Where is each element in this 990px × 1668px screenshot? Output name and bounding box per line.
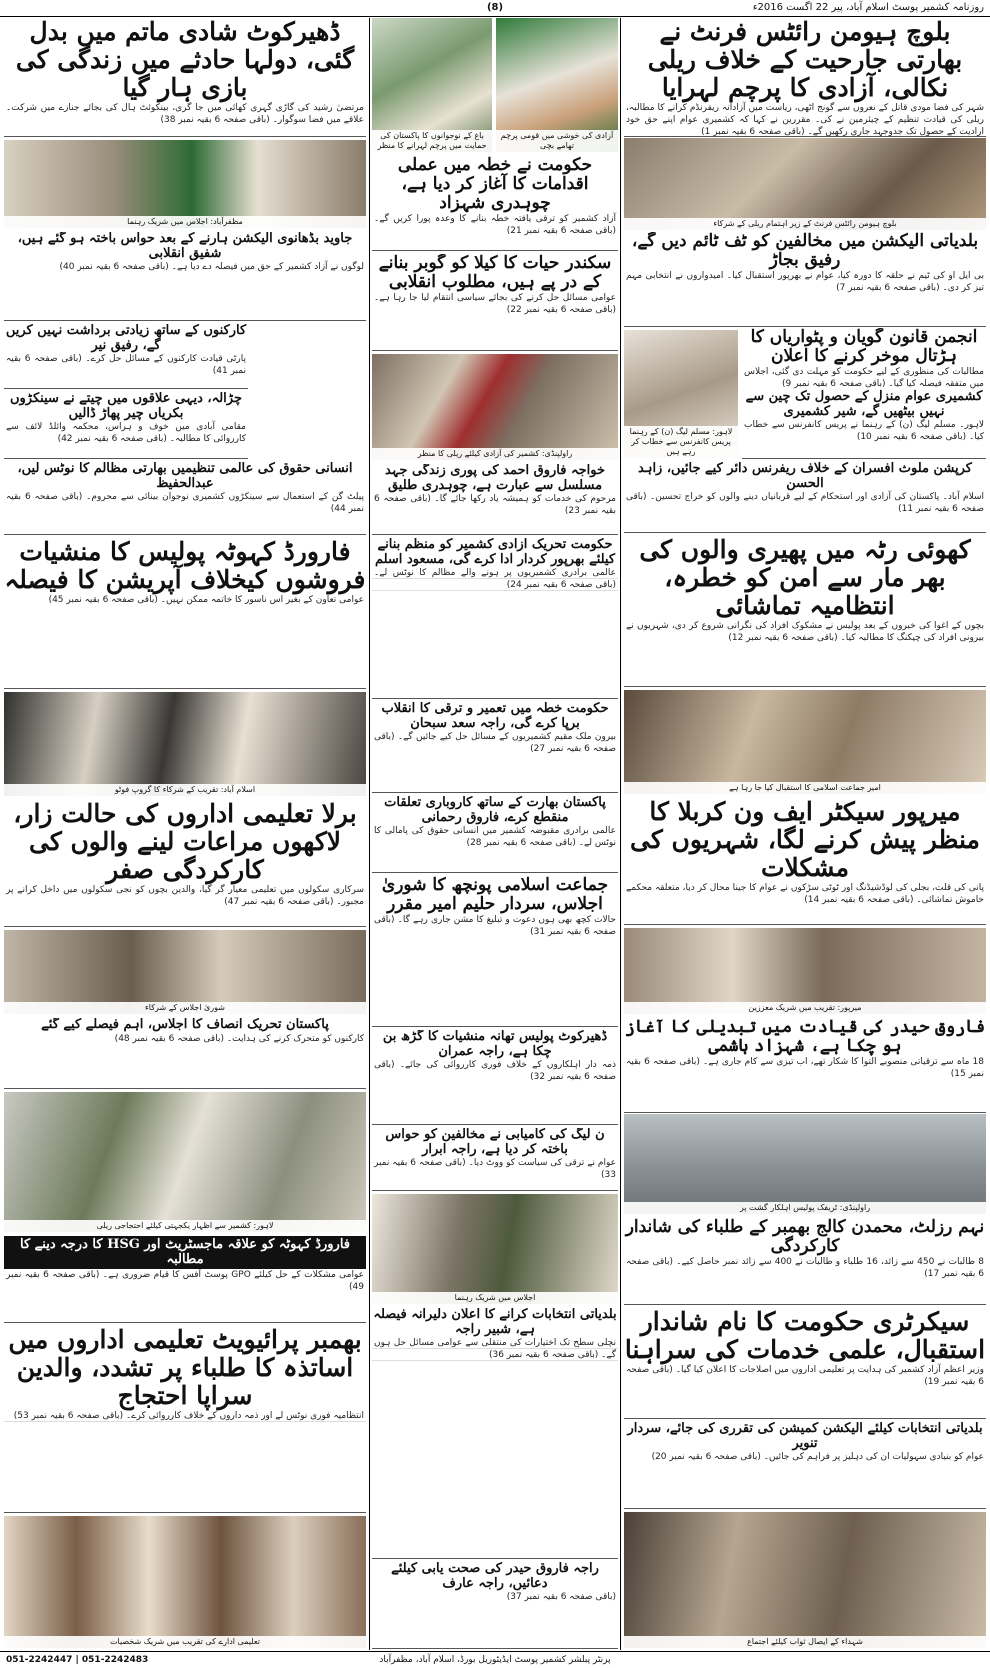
headline: ڈھیرکوٹ شادی ماتم میں بدل گئی، دولہا حادثے میں زندگی کی بازی ہار گیا bbox=[15, 18, 355, 102]
story-body: بی ایل او کی ٹیم نے حلقہ کا دورہ کیا، عوام نے بھرپور استقبال کیا۔ امیدواروں نے انتخابی مہم تیز کر دی۔ (باقی صفحہ 6 بقیہ نمبر 7) bbox=[626, 271, 984, 294]
story-left-9 bbox=[4, 1236, 366, 1323]
story-body: عالمی برادری کشمیریوں پر ہونے والے مظالم کا نوٹس لے۔ (باقی صفحہ 6 بقیہ نمبر 24) bbox=[374, 568, 616, 591]
gathering-photo-2 bbox=[624, 1512, 986, 1648]
story-right-5 bbox=[624, 462, 986, 533]
headline: کشمیری عوام منزل کے حصول تک چین سے نہیں بیٹھیں گے، شیر کشمیری bbox=[745, 389, 983, 419]
headline: جماعت اسلامی پونچھ کا شوریٰ اجلاس، سردار حلیم امیر مقرر bbox=[381, 876, 609, 915]
story-body: پارٹی قیادت کارکنوں کے مسائل حل کرے۔ (باقی صفحہ 6 بقیہ نمبر 41) bbox=[6, 354, 246, 377]
headline: انجمن قانون گویان و پٹواریاں کا ہڑتال موخر کرنے کا اعلان bbox=[750, 328, 978, 367]
story-center-4 bbox=[372, 538, 618, 699]
story-body: پیلٹ گن کے استعمال سے سینکڑوں کشمیری نوجوان بینائی سے محروم۔ (باقی صفحہ 6 بقیہ نمبر 44) bbox=[6, 492, 364, 515]
headline: برلا تعلیمی اداروں کی حالت زار، لاکھوں مراعات لینے والوں کی کارکردگی صفر bbox=[13, 800, 357, 884]
story-right-1 bbox=[624, 18, 986, 137]
reception-photo bbox=[624, 690, 986, 794]
headline: ڈھیرکوٹ پولیس تھانہ منشیات کا گڑھ بن چکا ہے، راجہ عمران bbox=[382, 1030, 608, 1059]
story-left-4 bbox=[4, 392, 248, 459]
story-body: عوامی تعاون کے بغیر اس ناسور کا خاتمہ ممکن نہیں۔ (باقی صفحہ 6 بقیہ نمبر 45) bbox=[48, 595, 364, 605]
page-number: (8) bbox=[486, 2, 504, 13]
group-photo bbox=[4, 692, 366, 796]
story-center-5 bbox=[372, 702, 618, 793]
story-left-2 bbox=[4, 232, 366, 321]
left-column bbox=[4, 18, 366, 1650]
story-body: عوامی مسائل حل کرنے کی بجائے سیاسی انتقام لیا جا رہا ہے۔ (باقی صفحہ 6 بقیہ نمبر 22) bbox=[374, 293, 616, 316]
headline: سیکرٹری حکومت کا نام شاندار استقبال، علمی خدمات کی سراہنا bbox=[624, 1308, 986, 1364]
story-left-5 bbox=[4, 462, 366, 535]
story-right-9 bbox=[624, 1218, 986, 1305]
story-body: بچوں کے اغوا کی خبروں کے بعد پولیس نے مشکوک افراد کی نگرانی شروع کر دی، شہریوں نے بیرونی افراد کی چیکنگ کا مطالبہ کیا۔ (باقی صفحہ 6 بقیہ نمبر 12) bbox=[626, 621, 984, 643]
story-left-1 bbox=[4, 18, 366, 137]
story-body: پانی کی قلت، بجلی کی لوڈشیڈنگ اور ٹوٹی سڑکوں نے عوام کا جینا محال کر دیا، متعلقہ محکمے خاموش تماشائی۔ (باقی صفحہ 6 بقیہ نمبر 14) bbox=[626, 883, 984, 905]
headline: میرپور سیکٹر ایف ون کربلا کا منظر پیش کرنے لگا، شہریوں کی مشکلات bbox=[630, 798, 980, 882]
story-body: لاہور۔ مسلم لیگ (ن) کے رہنما نے پریس کانفرنس سے خطاب کیا۔ (باقی صفحہ 6 بقیہ نمبر 10) bbox=[744, 420, 984, 443]
dateline: روزنامہ کشمیر پوسٹ اسلام آباد، پیر 22 اگست 2016ء bbox=[752, 2, 984, 13]
photo-caption: امیر جماعت اسلامی کا استقبال کیا جا رہا ہے bbox=[624, 782, 986, 794]
photo-caption: راولپنڈی: کشمیر کی آزادی کیلئے ریلی کا منظر bbox=[372, 448, 618, 460]
photo-caption: اجلاس میں شریک رہنما bbox=[372, 1292, 618, 1304]
photo-caption: آزادی کی خوشی میں قومی پرچم تھامے بچی bbox=[496, 130, 618, 152]
office-meeting-photo bbox=[4, 140, 366, 228]
story-right-6 bbox=[624, 536, 986, 687]
story-body: مطالبات کی منظوری کے لیے حکومت کو مہلت دی گئی، اجلاس میں متفقہ فیصلہ کیا گیا۔ (باقی صفحہ 6 بقیہ نمبر 9) bbox=[744, 367, 984, 390]
story-left-3 bbox=[4, 324, 248, 389]
imprint: پرنٹر پبلشر کشمیر پوسٹ ایڈیٹوریل بورڈ، اسلام آباد، مظفرآباد bbox=[379, 1655, 611, 1665]
story-center-2 bbox=[372, 254, 618, 351]
youth-flag-photo bbox=[372, 18, 492, 152]
story-body: حالات کچھ بھی ہوں دعوت و تبلیغ کا مشن جاری رہے گا۔ (باقی صفحہ 6 بقیہ نمبر 31) bbox=[374, 915, 616, 938]
story-center-1 bbox=[372, 156, 618, 251]
story-right-3 bbox=[742, 328, 986, 459]
headline: فارورڈ کہوٹہ کو علاقہ ماجسٹریٹ اور HSG کا درجہ دینے کا مطالبہ bbox=[4, 1236, 366, 1269]
story-center-10 bbox=[372, 1308, 618, 1559]
headline: سکندر حیات کا کیلا کو گوبر بنانے کے در پے ہیں، مطلوب انقلابی bbox=[378, 254, 612, 293]
center-column bbox=[372, 18, 618, 1650]
headline: فاروق حیدر کی قیادت میں تبدیلی کا آغاز ہو چکا ہے، شہزاد ہاشمی bbox=[624, 1018, 986, 1057]
flag-girl-photo bbox=[496, 18, 618, 152]
story-left-6 bbox=[4, 538, 366, 689]
story-body: نچلی سطح تک اختیارات کی منتقلی سے عوامی مسائل حل ہوں گے۔ (باقی صفحہ 6 بقیہ نمبر 36) bbox=[374, 1338, 616, 1361]
meeting-photo bbox=[372, 1194, 618, 1304]
gathering-photo bbox=[624, 928, 986, 1014]
right-column bbox=[624, 18, 986, 1650]
story-center-3 bbox=[372, 464, 618, 535]
headline: حکومت نے خطہ میں عملی اقدامات کا آغاز کر دیا ہے، چوہدری شہزاد bbox=[397, 156, 593, 214]
story-body: مقامی آبادی میں خوف و ہراس، محکمہ وائلڈ لائف سے کارروائی کا مطالبہ۔ (باقی صفحہ 6 بقیہ نمبر 42) bbox=[6, 422, 246, 445]
headline: کارکنوں کے ساتھ زیادتی برداشت نہیں کریں گے، رفیق نیر bbox=[5, 324, 247, 353]
headline: راجہ فاروق حیدر کی صحت یابی کیلئے دعائیں، راجہ عارف bbox=[391, 1562, 599, 1591]
headline: فارورڈ کہوٹہ پولیس کا منشیات فروشوں کیخلاف آپریشن کا فیصلہ bbox=[4, 538, 366, 594]
headline: خواجہ فاروق احمد کی پوری زندگی جہد مسلسل سے عبارت ہے، چوہدری طلیق bbox=[384, 464, 605, 493]
protest-photo bbox=[4, 1092, 366, 1232]
headline: انسانی حقوق کی عالمی تنظیمیں بھارتی مظالم کا نوٹس لیں، عبدالحفیظ bbox=[17, 462, 353, 491]
story-right-7 bbox=[624, 798, 986, 925]
headline: کرپشن ملوث افسران کے خلاف ریفرنس دائر کیے جائیں، زاہد الحسن bbox=[638, 462, 972, 491]
press-conference-photo bbox=[624, 330, 738, 458]
story-body: ذمہ دار اہلکاروں کے خلاف فوری کارروائی کی جائے۔ (باقی صفحہ 6 بقیہ نمبر 32) bbox=[374, 1060, 616, 1083]
photo-caption: شوریٰ اجلاس کے شرکاء bbox=[4, 1002, 366, 1014]
headline: بلدیاتی انتخابات کرانے کا اعلان دلیرانہ فیصلہ ہے، شبیر راجہ bbox=[373, 1308, 617, 1337]
traffic-police-photo bbox=[624, 1114, 986, 1214]
story-left-7 bbox=[4, 800, 366, 927]
photo-caption: لاہور: مسلم لیگ (ن) کے رہنما پریس کانفرنس سے خطاب کر رہے ہیں bbox=[624, 426, 738, 458]
story-body: کارکنوں کو متحرک کرنے کی ہدایت۔ (باقی صفحہ 6 بقیہ نمبر 48) bbox=[114, 1033, 364, 1044]
story-body: انتظامیہ فوری نوٹس لے اور ذمہ داروں کے خلاف کارروائی کرے۔ (باقی صفحہ 6 بقیہ نمبر 53) bbox=[4, 1410, 366, 1422]
page-footer bbox=[0, 1651, 990, 1668]
story-body: 18 ماہ سے ترقیاتی منصوبے التوا کا شکار تھے، اب تیزی سے کام جاری ہے۔ (باقی صفحہ 6 بقیہ نمبر 15) bbox=[626, 1057, 984, 1080]
story-center-7 bbox=[372, 876, 618, 1027]
shura-meeting-photo bbox=[4, 930, 366, 1014]
story-body: لوگوں نے آزاد کشمیر کے حق میں فیصلہ دے دیا ہے۔ (باقی صفحہ 6 بقیہ نمبر 40) bbox=[59, 262, 364, 273]
headline: حکومت تحریک آزادی کشمیر کو منظم بنانے کیلئے بھرپور کردار ادا کرے گی، مسعود اسلم bbox=[374, 538, 616, 567]
headline: بھمبر پرائیویٹ تعلیمی اداروں میں اساتذہ کا طلباء پر تشدد، والدین سراپا احتجاج bbox=[8, 1326, 362, 1410]
story-right-8 bbox=[624, 1018, 986, 1113]
story-center-6 bbox=[372, 796, 618, 873]
story-body: اسلام آباد۔ پاکستان کی آزادی اور استحکام کے لیے قربانیاں دینے والوں کو خراج تحسین۔ (باقی صفحہ 6 بقیہ نمبر 11) bbox=[626, 492, 984, 515]
photo-caption: میرپور: تقریب میں شریک معززین bbox=[624, 1002, 986, 1014]
story-right-2 bbox=[624, 232, 986, 327]
headline: کھوئی رٹہ میں پھیری والوں کی بھر مار سے امن کو خطرہ، انتظامیہ تماشائی bbox=[639, 536, 971, 620]
story-body: عوامی مشکلات کے حل کیلئے GPO پوسٹ آفس کا قیام ضروری ہے۔ (باقی صفحہ 6 بقیہ نمبر 49) bbox=[6, 1270, 364, 1293]
photo-caption: راولپنڈی: ٹریفک پولیس اہلکار گشت پر bbox=[624, 1202, 986, 1214]
story-body: عوام نے ترقی کی سیاست کو ووٹ دیا۔ (باقی صفحہ 6 بقیہ نمبر 33) bbox=[374, 1158, 616, 1181]
story-right-11 bbox=[624, 1422, 986, 1509]
headline: بلدیاتی انتخابات کیلئے الیکشن کمیشن کی تقرری کی جائے، سردار تنویر bbox=[627, 1422, 983, 1451]
faces-photo bbox=[4, 1516, 366, 1648]
photo-caption: شہداء کے ایصال ثواب کیلئے اجتماع bbox=[624, 1636, 986, 1648]
headline: پاکستان تحریک انصاف کا اجلاس، اہم فیصلے کیے گئے bbox=[41, 1018, 329, 1032]
column-rule bbox=[620, 18, 621, 1650]
kashmir-rally-photo bbox=[372, 354, 618, 460]
story-left-10 bbox=[4, 1326, 366, 1513]
photo-caption: لاہور: کشمیر سے اظہار یکجہتی کیلئے احتجاجی ریلی bbox=[4, 1220, 366, 1232]
headline: حکومت خطہ میں تعمیر و ترقی کا انقلاب برپا کرے گی، راجہ سعد سبحان bbox=[381, 702, 609, 731]
story-body: شہر کی فضا مودی قاتل کے نعروں سے گونج اٹھی، ریاست میں آزادانہ ریفرنڈم کرانے کا مطالبہ، ریلی کی قیادت تنظیم کے چیئرمین نے کی۔ مقررین نے کہا کہ کشمیری عوام اپنے حق خود ارادیت کے حصول تک جدوجہد جاری رکھیں گے۔ (باقی صفحہ 6 بقیہ نمبر 1) bbox=[626, 103, 984, 137]
story-body: آزاد کشمیر کو ترقی یافتہ خطہ بنانے کا وعدہ پورا کریں گے۔ (باقی صفحہ 6 بقیہ نمبر 21) bbox=[374, 214, 616, 237]
story-center-9 bbox=[372, 1128, 618, 1191]
phone-numbers: 051-2242447 | 051-2242483 bbox=[6, 1655, 149, 1665]
story-body: سرکاری سکولوں میں تعلیمی معیار گر گیا، والدین بچوں کو نجی سکولوں میں داخل کرانے پر مجبور۔ (باقی صفحہ 6 بقیہ نمبر 47) bbox=[6, 885, 364, 907]
story-right-10 bbox=[624, 1308, 986, 1419]
photo-caption: اسلام آباد: تقریب کے شرکاء کا گروپ فوٹو bbox=[4, 784, 366, 796]
headline: چڑالہ، دیہی علاقوں میں چیتے نے سینکڑوں بکریاں چیر پھاڑ ڈالیں bbox=[9, 392, 243, 421]
headline: پاکستان بھارت کے ساتھ کاروباری تعلقات منقطع کرے، فاروق رحمانی bbox=[384, 796, 606, 825]
story-body: مرتضیٰ رشید کی گاڑی گہری کھائی میں جا گری، بینکوئٹ ہال کی بجائے جنازے میں شرکت۔ علاقے میں فضا سوگوار۔ (باقی صفحہ 6 بقیہ نمبر 38) bbox=[6, 103, 364, 125]
story-left-8 bbox=[4, 1018, 366, 1089]
photo-caption: باغ کے نوجوانوں کا پاکستان کی حمایت میں پرچم لہرانے کا منظر bbox=[372, 130, 492, 152]
headline: ن لیگ کی کامیابی نے مخالفین کو حواس باختہ کر دیا ہے، راجہ ابرار bbox=[385, 1128, 605, 1157]
page-masthead bbox=[0, 0, 990, 17]
headline: بلدیاتی الیکشن میں مخالفین کو ٹف ٹائم دیں گے، رفیق بجاڑ bbox=[631, 232, 979, 271]
column-rule bbox=[369, 18, 370, 1650]
headline: بلوچ ہیومن رائٹس فرنٹ نے بھارتی جارحیت کے خلاف ریلی نکالی، آزادی کا پرچم لہرایا bbox=[647, 18, 963, 102]
story-body: مرحوم کی خدمات کو ہمیشہ یاد رکھا جائے گا۔ (باقی صفحہ 6 بقیہ نمبر 23) bbox=[374, 494, 616, 517]
story-body: بیرون ملک مقیم کشمیریوں کے مسائل حل کیے جائیں گے۔ (باقی صفحہ 6 بقیہ نمبر 27) bbox=[374, 732, 616, 755]
photo-caption: تعلیمی ادارے کی تقریب میں شریک شخصیات bbox=[4, 1636, 366, 1648]
story-body: 8 طالبات نے 450 سے زائد، 16 طلباء و طالبات نے 400 سے زائد نمبر حاصل کیے۔ (باقی صفحہ 6 بقیہ نمبر 17) bbox=[626, 1257, 984, 1280]
story-center-11 bbox=[372, 1562, 618, 1649]
photo-caption: بلوچ ہیومن رائٹس فرنٹ کے زیر اہتمام ریلی کے شرکاء bbox=[624, 218, 986, 230]
story-body: عالمی برادری مقبوضہ کشمیر میں انسانی حقوق کی پامالی کا نوٹس لے۔ (باقی صفحہ 6 بقیہ نمبر 28) bbox=[374, 826, 616, 849]
headline: نہم رزلٹ، محمدن کالج بھمبر کے طلباء کی شاندار کارکردگی bbox=[625, 1218, 985, 1257]
story-body: عوام کو بنیادی سہولیات ان کی دہلیز پر فراہم کی جائیں۔ (باقی صفحہ 6 بقیہ نمبر 20) bbox=[651, 1452, 984, 1463]
story-center-8 bbox=[372, 1030, 618, 1125]
rally-photo bbox=[624, 138, 986, 230]
photo-caption: مظفرآباد: اجلاس میں شریک رہنما bbox=[4, 216, 366, 228]
headline: جاوید بڈھانوی الیکشن ہارنے کے بعد حواس باختہ ہو گئے ہیں، شفیق انقلابی bbox=[17, 232, 353, 261]
story-body: وزیر اعظم آزاد کشمیر کی ہدایت پر تعلیمی اداروں میں اصلاحات کا اعلان کیا گیا۔ (باقی صفحہ 6 بقیہ نمبر 19) bbox=[626, 1365, 984, 1387]
story-body: (باقی صفحہ 6 بقیہ نمبر 37) bbox=[506, 1592, 616, 1603]
